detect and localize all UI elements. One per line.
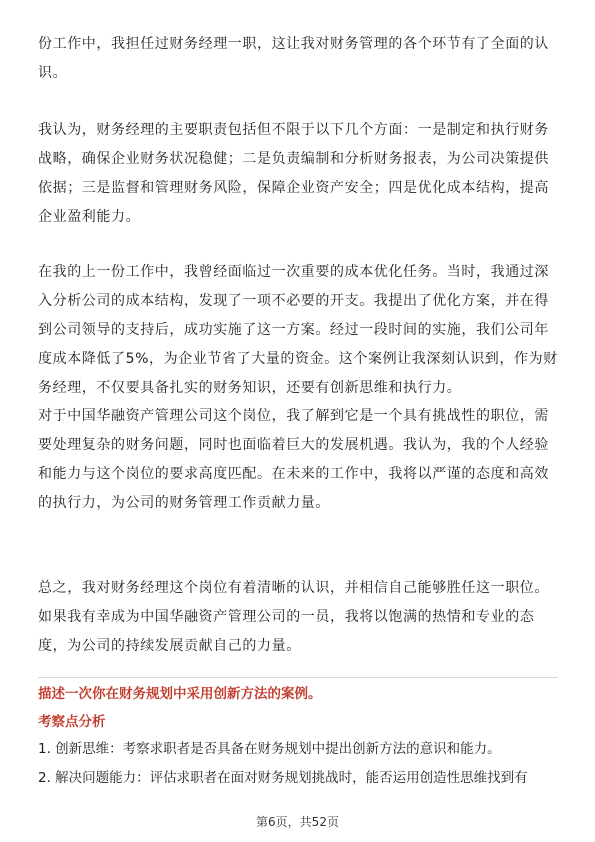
body-paragraph: 对于中国华融资产管理公司这个岗位，我了解到它是一个具有挑战性的职位，需要处理复杂的财务问题，同时也面临着巨大的发展机遇。我认为，我的个人经验和能力与这个岗位的要求高度匹配。在未来的工作中，我将以严谨的态度和高效的执行力，为公司的财务管理工作贡献力量。 <box>38 408 549 511</box>
body-paragraph: 我认为，财务经理的主要职责包括但不限于以下几个方面：一是制定和执行财务战略，确保企业财务状况稳健；二是负责编制和分析财务报表，为公司决策提供依据；三是监督和管理财务风险，保障企业资产安全；四是优化成本结构，提高企业盈利能力。 <box>38 122 549 225</box>
page-footer: 第6页，共52页 <box>256 815 339 829</box>
body-paragraph: 份工作中，我担任过财务经理一职，这让我对财务管理的各个环节有了全面的认识。 <box>38 36 549 81</box>
body-paragraph: 在我的上一份工作中，我曾经面临过一次重要的成本优化任务。当时，我通过深入分析公司的成本结构，发现了一项不必要的开支。我提出了优化方案，并在得到公司领导的支持后，成功实施了这一方案。经过一段时间的实施，我们公司年度成本降低了5%，为企业节省了大量的资金。这个案例让我深刻认识到，作为财务经理，不仅要具备扎实的财务知识，还要有创新思维和执行力。 <box>38 264 558 396</box>
body-paragraph: 总之，我对财务经理这个岗位有着清晰的认识，并相信自己能够胜任这一职位。如果我有幸成为中国华融资产管理公司的一员，我将以饱满的热情和专业的态度，为公司的持续发展贡献自己的力量。 <box>38 580 549 654</box>
question-heading: 描述一次你在财务规划中采用创新方法的案例。 <box>38 686 322 702</box>
analysis-point: 2. 解决问题能力：评估求职者在面对财务规划挑战时，能否运用创造性思维找到有 <box>38 770 528 786</box>
analysis-heading: 考察点分析 <box>38 714 106 730</box>
section-divider <box>38 677 558 678</box>
analysis-point: 1. 创新思维：考察求职者是否具备在财务规划中提出创新方法的意识和能力。 <box>38 741 501 757</box>
